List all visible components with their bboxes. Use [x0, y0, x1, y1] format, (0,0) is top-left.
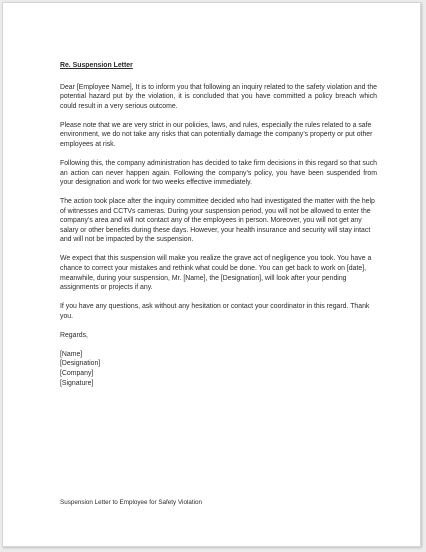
page-footer: Suspension Letter to Employee for Safety Violation	[60, 499, 202, 506]
document-page	[2, 2, 421, 547]
closing-line: Regards,	[60, 331, 88, 339]
paragraph-2: Please note that we are very strict in our policies, laws, and rules, especially the rules related to a safe environment, we do not take any risks that can potentially damage the company’s property or put other employees at risk.	[60, 121, 373, 148]
signature-company: [Company]	[60, 369, 94, 377]
paragraph-1: Dear [Employee Name], It is to inform you that following an inquiry related to the safety violation and the potential hazard put by the violation, it is concluded that you have committed a policy breach which could result in a very serious outcome.	[60, 83, 377, 110]
paragraph-4: The action took place after the inquiry committee decided who had investigated the matter with the help of witnesses and CCTVs cameras. During your suspension period, you will not be allowed to enter the company’s area and will not contact any of the employees in person. Moreover, you will not get any salary or other benefits during these days. However, your health insurance and security will stay intact and will not be impacted by the suspension.	[60, 198, 375, 244]
paragraph-6: If you have any questions, ask without any hesitation or contact your coordinator in this regard. Thank you.	[60, 303, 370, 320]
signature-name: [Name]	[60, 350, 83, 358]
paragraph-3: Following this, the company administration has decided to take firm decisions in this regard so that such an action can never happen again. Following the company’s policy, you have been suspended from your designation and work for two weeks effective immediately.	[60, 159, 377, 187]
signature-block	[60, 350, 377, 388]
signature-signature: [Signature]	[60, 379, 94, 387]
paragraph-5: We expect that this suspension will make you realize the grave act of negligence you took. You have a chance to correct your mistakes and rethink what could be done. You can get back to work on [date], meanwhile, during your suspension, Mr. [Name], the [Designation], will look after your pending assignments or projects if any.	[60, 255, 372, 292]
letter-body	[60, 61, 377, 388]
signature-designation: [Designation]	[60, 360, 101, 368]
letter-title: Re. Suspension Letter	[60, 62, 133, 69]
